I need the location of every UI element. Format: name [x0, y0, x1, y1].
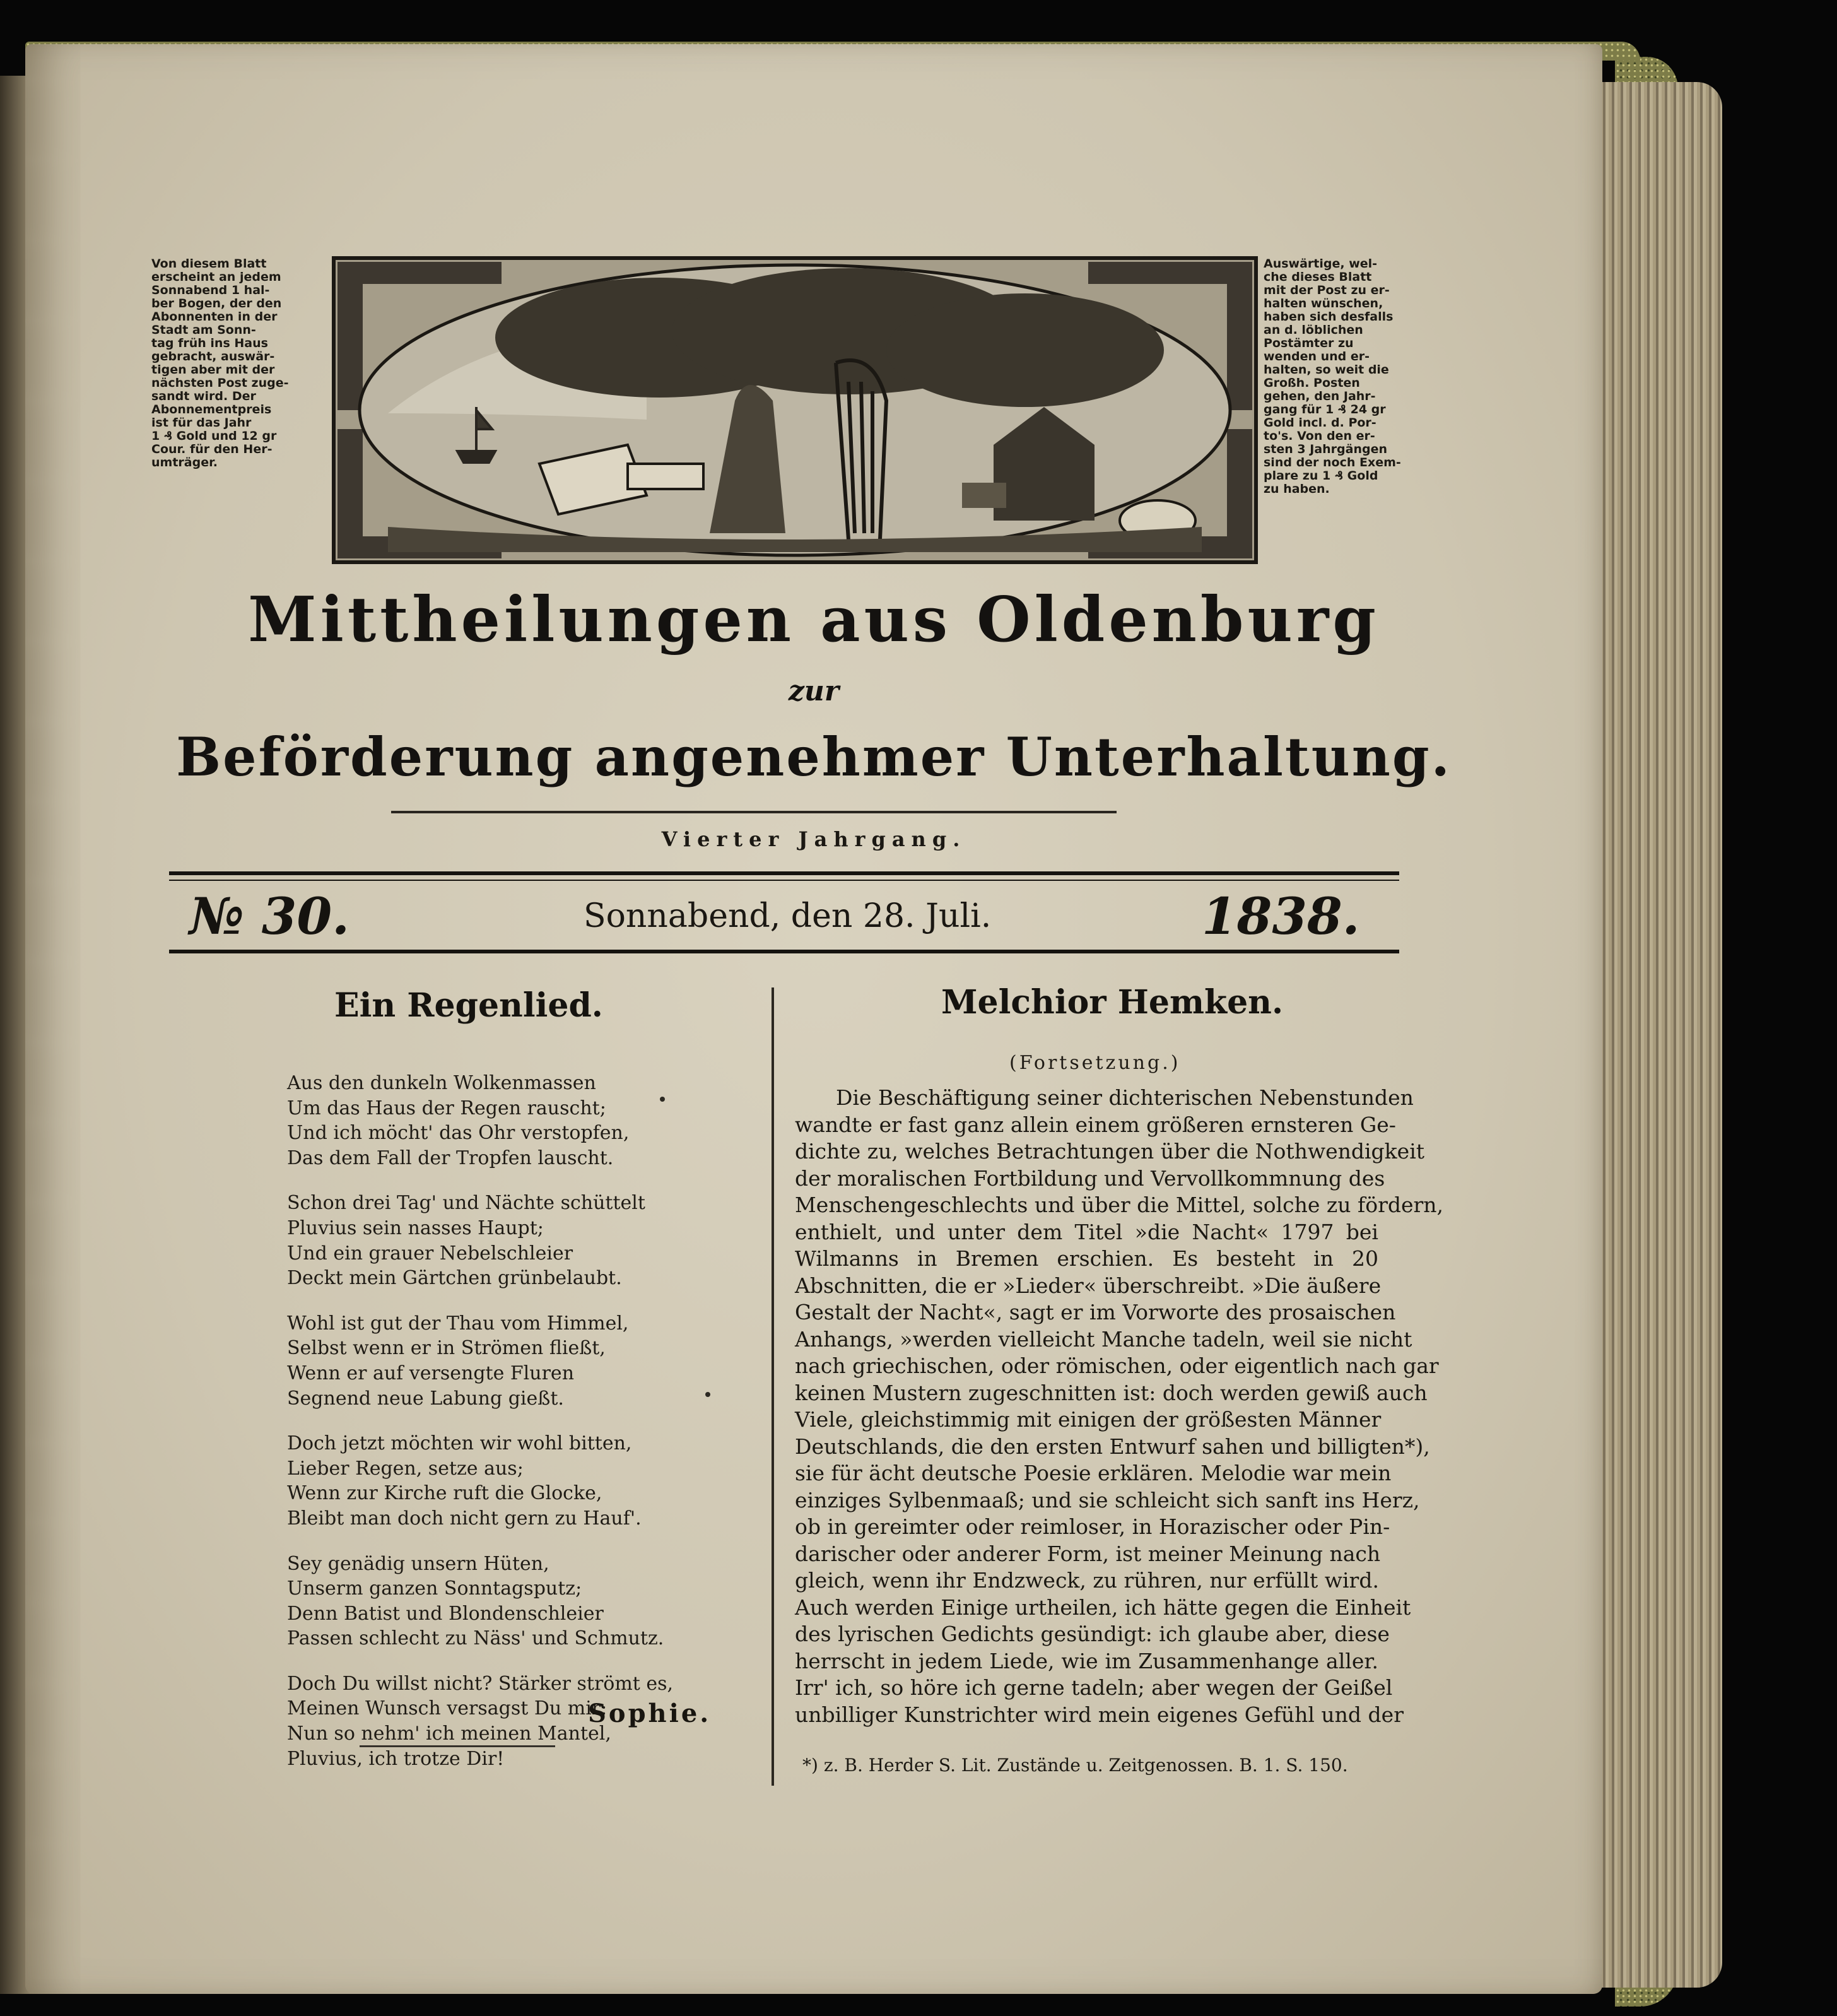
notice-line: ber Bogen, der den: [151, 297, 282, 310]
notice-line: nächsten Post zuge-: [151, 376, 289, 390]
notice-line: Von diesem Blatt: [151, 257, 267, 271]
notice-line: sten 3 Jahrgängen: [1264, 442, 1388, 456]
notice-line: zu haben.: [1264, 482, 1330, 496]
poem-stanza: [287, 1552, 729, 1651]
notice-line: Abonnementpreis: [151, 403, 272, 416]
issue-date: Sonnabend, den 28. Juli.: [584, 897, 992, 935]
poem-line: Das dem Fall der Tropfen lauscht.: [287, 1147, 614, 1169]
notice-line: Gold incl. d. Por-: [1264, 416, 1376, 430]
poem-line: Nun so nehm' ich meinen Mantel,: [287, 1723, 611, 1745]
poem-line: Segnend neue Labung gießt.: [287, 1387, 564, 1410]
volume-label: Vierter Jahrgang.: [661, 827, 966, 851]
poem-line: Pluvius sein nasses Haupt;: [287, 1217, 544, 1239]
poem-title: Ein Regenlied.: [334, 986, 603, 1025]
issue-bar-bottom-rule: [169, 950, 1399, 953]
article-line: Auch werden Einige urtheilen, ich hätte gegen die Einheit: [795, 1595, 1411, 1620]
poem-line: Wenn zur Kirche ruft die Glocke,: [287, 1482, 602, 1505]
notice-line: sind der noch Exem-: [1264, 456, 1401, 469]
subscription-notice-right: [1264, 257, 1415, 496]
poem-stanza: [287, 1431, 729, 1531]
article-line: Irr' ich, so höre ich gerne tadeln; aber wegen der Geißel: [795, 1675, 1393, 1700]
ink-speck: [705, 1392, 710, 1397]
notice-line: Großh. Posten: [1264, 376, 1360, 390]
notice-line: erscheint an jedem: [151, 270, 281, 284]
ink-speck: [660, 1097, 665, 1102]
notice-line: ist für das Jahr: [151, 416, 252, 430]
article-line: keinen Mustern zugeschnitten ist: doch werden gewiß auch: [795, 1380, 1428, 1405]
woodcut-vignette: [331, 256, 1259, 565]
article-line: des lyrischen Gedichts gesündigt: ich glaube aber, diese: [795, 1622, 1390, 1646]
poem-line: Wohl ist gut der Thau vom Himmel,: [287, 1312, 629, 1335]
notice-line: gebracht, auswär-: [151, 350, 275, 363]
article-line: enthielt, und unter dem Titel »die Nacht« 1797 bei: [795, 1219, 1378, 1244]
newspaper-title: Mittheilungen aus Oldenburg: [248, 584, 1380, 656]
poem-line: Lieber Regen, setze aus;: [287, 1457, 524, 1480]
issue-year: 1838.: [1202, 887, 1360, 946]
article-line: Gestalt der Nacht«, sagt er im Vorworte des prosaischen: [795, 1300, 1396, 1324]
column-divider: [772, 987, 774, 1786]
article-line: ob in gereimter oder reimloser, in Horazischer oder Pin-: [795, 1514, 1390, 1539]
poem-line: Wenn er auf versengte Fluren: [287, 1362, 575, 1384]
article-line: Deutschlands, die den ersten Entwurf sahen und billigten*),: [795, 1434, 1430, 1459]
notice-line: Sonnabend 1 hal-: [151, 283, 270, 297]
poem-line: Selbst wenn er in Strömen fließt,: [287, 1337, 606, 1360]
poem-stanza: [287, 1311, 729, 1411]
article-line: darischer oder anderer Form, ist meiner Meinung nach: [795, 1541, 1381, 1566]
notice-line: sandt wird. Der: [151, 389, 256, 403]
notice-line: an d. löblichen: [1264, 323, 1363, 337]
notice-line: mit der Post zu er-: [1264, 283, 1390, 297]
issue-number: № 30.: [189, 887, 349, 946]
article-line: gleich, wenn ihr Endzweck, zu rühren, nur erfüllt wird.: [795, 1568, 1379, 1593]
poem-line: Pluvius, ich trotze Dir!: [287, 1747, 505, 1770]
article-line: Viele, gleichstimmig mit einigen der größesten Männer: [795, 1407, 1382, 1432]
article-line: wandte er fast ganz allein einem größeren ernsteren Ge-: [795, 1112, 1396, 1137]
poem-line: Bleibt man doch nicht gern zu Hauf'.: [287, 1507, 642, 1530]
notice-line: umträger.: [151, 456, 218, 469]
notice-line: wenden und er-: [1264, 350, 1370, 363]
article-line: dichte zu, welches Betrachtungen über die Nothwendigkeit: [795, 1139, 1425, 1164]
poem-line: Passen schlecht zu Näss' und Schmutz.: [287, 1627, 664, 1650]
notice-line: halten, so weit die: [1264, 363, 1389, 377]
notice-line: Stadt am Sonn-: [151, 323, 256, 337]
poem-line: Und ein grauer Nebelschleier: [287, 1242, 573, 1264]
notice-line: gehen, den Jahr-: [1264, 389, 1376, 403]
issue-bar-top-rule: [169, 871, 1399, 875]
article-continuation-label: (Fortsetzung.): [1009, 1052, 1181, 1074]
poem-line: Unserm ganzen Sonntagsputz;: [287, 1577, 582, 1600]
notice-line: che dieses Blatt: [1264, 270, 1372, 284]
title-connector: zur: [788, 675, 840, 707]
article-title: Melchior Hemken.: [941, 983, 1284, 1022]
notice-line: Postämter zu: [1264, 336, 1354, 350]
newspaper-subtitle: Beförderung angenehmer Unterhaltung.: [176, 726, 1452, 788]
poem-line: Meinen Wunsch versagst Du mir:: [287, 1697, 607, 1720]
article-line: Menschengeschlechts und über die Mittel, solche zu fördern,: [795, 1193, 1444, 1217]
poem-line: Doch jetzt möchten wir wohl bitten,: [287, 1432, 632, 1455]
article-line: sie für ächt deutsche Poesie erklären. Melodie war mein: [795, 1461, 1392, 1485]
issue-bar-top-rule-thin: [169, 880, 1399, 881]
poem-text: [287, 1071, 729, 1791]
poem-stanza: [287, 1191, 729, 1290]
poem-line: Und ich möcht' das Ohr verstopfen,: [287, 1122, 630, 1145]
poem-end-rule: [360, 1745, 555, 1747]
article-line: nach griechischen, oder römischen, oder eigentlich nach gar: [795, 1353, 1439, 1378]
poem-line: Sey genädig unsern Hüten,: [287, 1552, 549, 1575]
article-line: Wilmanns in Bremen erschien. Es besteht in 20: [795, 1246, 1378, 1271]
article-body: [795, 1085, 1444, 1728]
poem-line: Doch Du willst nicht? Stärker strömt es,: [287, 1672, 674, 1695]
poem-line: Aus den dunkeln Wolkenmassen: [287, 1072, 596, 1094]
poem-line: Schon drei Tag' und Nächte schüttelt: [287, 1192, 645, 1215]
notice-line: halten wünschen,: [1264, 297, 1383, 310]
article-footnote: *) z. B. Herder S. Lit. Zustände u. Zeitgenossen. B. 1. S. 150.: [802, 1755, 1348, 1776]
article-line: Abschnitten, die er »Lieder« überschreibt. »Die äußere: [795, 1273, 1382, 1298]
poem-line: Deckt mein Gärtchen grünbelaubt.: [287, 1267, 622, 1290]
notice-line: Auswärtige, wel-: [1264, 257, 1378, 271]
notice-line: Cour. für den Her-: [151, 442, 273, 456]
notice-line: tigen aber mit der: [151, 363, 275, 377]
article-line: der moralischen Fortbildung und Vervollkommnung des: [795, 1165, 1385, 1191]
masthead-divider: [391, 811, 1117, 813]
notice-line: plare zu 1 ₰ Gold: [1264, 469, 1378, 483]
article-line: unbilliger Kunstrichter wird mein eigenes Gefühl und der: [795, 1702, 1404, 1727]
poem-line: Um das Haus der Regen rauscht;: [287, 1097, 606, 1119]
notice-line: to's. Von den er-: [1264, 429, 1375, 443]
notice-line: haben sich desfalls: [1264, 310, 1394, 324]
poem-stanza: [287, 1071, 729, 1170]
article-line: Anhangs, »werden vielleicht Manche tadeln, weil sie nicht: [795, 1326, 1412, 1352]
poem-signature: Sophie.: [588, 1699, 712, 1728]
article-line: herrscht in jedem Liede, wie im Zusammenhange aller.: [795, 1648, 1378, 1673]
notice-line: tag früh ins Haus: [151, 336, 268, 350]
article-line: Die Beschäftigung seiner dichterischen Nebenstunden: [836, 1085, 1414, 1110]
notice-line: Abonnenten in der: [151, 310, 278, 324]
subscription-notice-left: [151, 257, 334, 469]
article-line: einziges Sylbenmaaß; und sie schleicht sich sanft ins Herz,: [795, 1487, 1420, 1512]
poem-line: Denn Batist und Blondenschleier: [287, 1602, 604, 1625]
notice-line: gang für 1 ₰ 24 gr: [1264, 403, 1386, 416]
notice-line: 1 ₰ Gold und 12 gr: [151, 429, 277, 443]
